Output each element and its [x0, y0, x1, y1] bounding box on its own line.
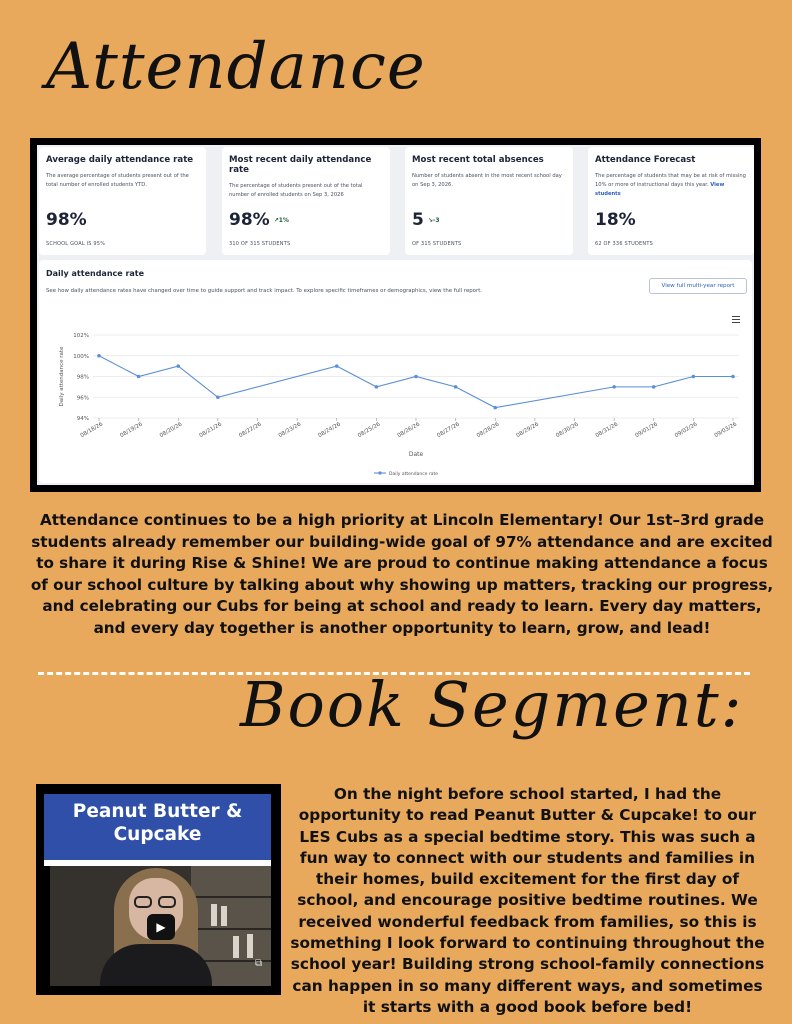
x-tick-label: 08/25/26 [356, 421, 382, 440]
x-tick-label: 08/18/26 [79, 421, 104, 440]
video-title-line2: Cupcake [113, 824, 202, 845]
video-title-banner [44, 794, 271, 860]
legend-marker [378, 471, 381, 474]
x-tick-label: 08/23/26 [277, 421, 303, 440]
x-tick-label: 08/30/26 [555, 421, 580, 440]
data-point [375, 385, 379, 389]
attendance-dashboard [30, 138, 761, 492]
video-title-line1: Peanut Butter & [72, 801, 243, 822]
video-thumbnail[interactable] [36, 784, 281, 995]
data-point [216, 395, 220, 399]
dashboard-inner [37, 145, 754, 485]
y-tick-label: 96% [76, 395, 89, 402]
card-value: 98% [46, 210, 87, 230]
card-subtext: 62 OF 336 STUDENTS [595, 241, 653, 247]
x-tick-label: 08/29/26 [515, 421, 540, 440]
x-tick-label: 08/21/26 [198, 421, 223, 440]
x-tick-label: 08/20/26 [158, 421, 184, 440]
x-tick-label: 08/19/26 [119, 421, 144, 440]
data-point [731, 375, 735, 379]
attendance-paragraph: Attendance continues to be a high priority at Lincoln Elementary! Our 1st–3rd grade students already remember our building-wide goal of 97% attendance and are excited to share it during Rise & Shine! We are proud to continue making attendance a focus of our school culture by talking about why showing up matters, tracking our progress, and celebrating our Cubs for being at school and ready to learn. Every day matters, and every day together is another opportunity to learn, grow, and lead! [30, 511, 774, 637]
y-axis-label: Daily attendance rate [59, 346, 65, 407]
view-report-button[interactable]: View full multi-year report [649, 278, 747, 294]
card-description: The average percentage of students present out of the total number of enrolled students YTD. [46, 173, 189, 188]
y-tick-label: 98% [76, 374, 89, 381]
card-title: Average daily attendance rate [46, 155, 194, 165]
data-point [493, 406, 497, 410]
card-title: Most recent daily attendance rate [229, 155, 372, 175]
y-tick-label: 100% [73, 353, 89, 360]
card-title: Attendance Forecast [595, 155, 696, 165]
data-point [652, 385, 656, 389]
trend-up-indicator: ↗1% [273, 216, 289, 224]
chart-title: Daily attendance rate [46, 269, 145, 278]
card-subtext: 310 OF 315 STUDENTS [229, 241, 291, 247]
x-tick-label: 09/01/26 [634, 421, 659, 440]
daily-attendance-chart-card [39, 260, 752, 483]
x-tick-label: 08/26/26 [396, 421, 421, 440]
card-recent-daily-rate [222, 147, 390, 255]
x-axis-label: Date [408, 451, 424, 458]
x-tick-label: 08/31/26 [594, 421, 620, 440]
legend-label: Daily attendance rate [389, 472, 439, 477]
series-line [99, 356, 733, 408]
x-tick-label: 08/22/26 [238, 421, 263, 440]
attendance-line-chart [39, 260, 752, 483]
x-tick-label: 09/03/26 [713, 421, 738, 440]
trend-down-indicator: ↘-3 [427, 216, 440, 224]
book-segment-heading: Book Segment: [240, 668, 744, 741]
data-point [612, 385, 616, 389]
video-frame[interactable] [50, 866, 271, 986]
card-average-daily-rate [39, 147, 206, 255]
chart-description: See how daily attendance rates have changed over time to guide support and track impact. To explore specific timeframes or demographics, view the full report. [46, 288, 483, 294]
x-tick-label: 08/24/26 [317, 421, 342, 440]
card-description: Number of students absent in the most recent school day on Sep 3, 2026. [412, 173, 562, 188]
x-tick-label: 09/02/26 [673, 421, 699, 440]
play-icon[interactable]: ▶ [147, 914, 175, 940]
card-title: Most recent total absences [412, 155, 544, 165]
book-segment-paragraph: On the night before school started, I had the opportunity to read Peanut Butter & Cupcake! to our LES Cubs as a special bedtime story. This was such a fun way to connect with our students and families in their homes, build excitement for the first day of school, and encourage positive bedtime routines. We received wonderful feedback from families, so this is something I look forward to continuing throughout the school year! Building strong school-family connections can happen in so many different ways, and sometimes it starts with a good book before bed! [290, 785, 765, 1016]
card-value: 5 ↘-3 [412, 210, 440, 230]
glasses-icon [134, 896, 178, 908]
y-tick-label: 94% [76, 416, 89, 422]
data-point [454, 385, 458, 389]
data-point [137, 375, 141, 379]
data-point [692, 375, 696, 379]
external-link-icon[interactable]: ⧉ [255, 958, 263, 969]
view-students-link[interactable]: View students [595, 182, 725, 197]
data-point [414, 375, 418, 379]
card-attendance-forecast [588, 147, 754, 255]
card-description: The percentage of students present out of the total number of enrolled students on Sep 3, 2026 [229, 183, 363, 198]
card-subtext: OF 315 STUDENTS [412, 241, 462, 247]
data-point [97, 354, 101, 358]
attendance-heading: Attendance [46, 30, 426, 104]
x-tick-label: 08/27/26 [436, 421, 461, 440]
card-recent-absences [405, 147, 573, 255]
data-point [176, 364, 180, 368]
card-description: The percentage of students that may be at risk of missing 10% or more of instructional days this year. View students [595, 173, 746, 197]
card-subtext: SCHOOL GOAL IS 95% [46, 241, 106, 247]
card-value: 98% ↗1% [229, 210, 289, 230]
card-value: 18% [595, 210, 636, 230]
x-tick-label: 08/28/26 [475, 421, 501, 440]
data-point [335, 364, 339, 368]
y-tick-label: 102% [73, 333, 89, 339]
